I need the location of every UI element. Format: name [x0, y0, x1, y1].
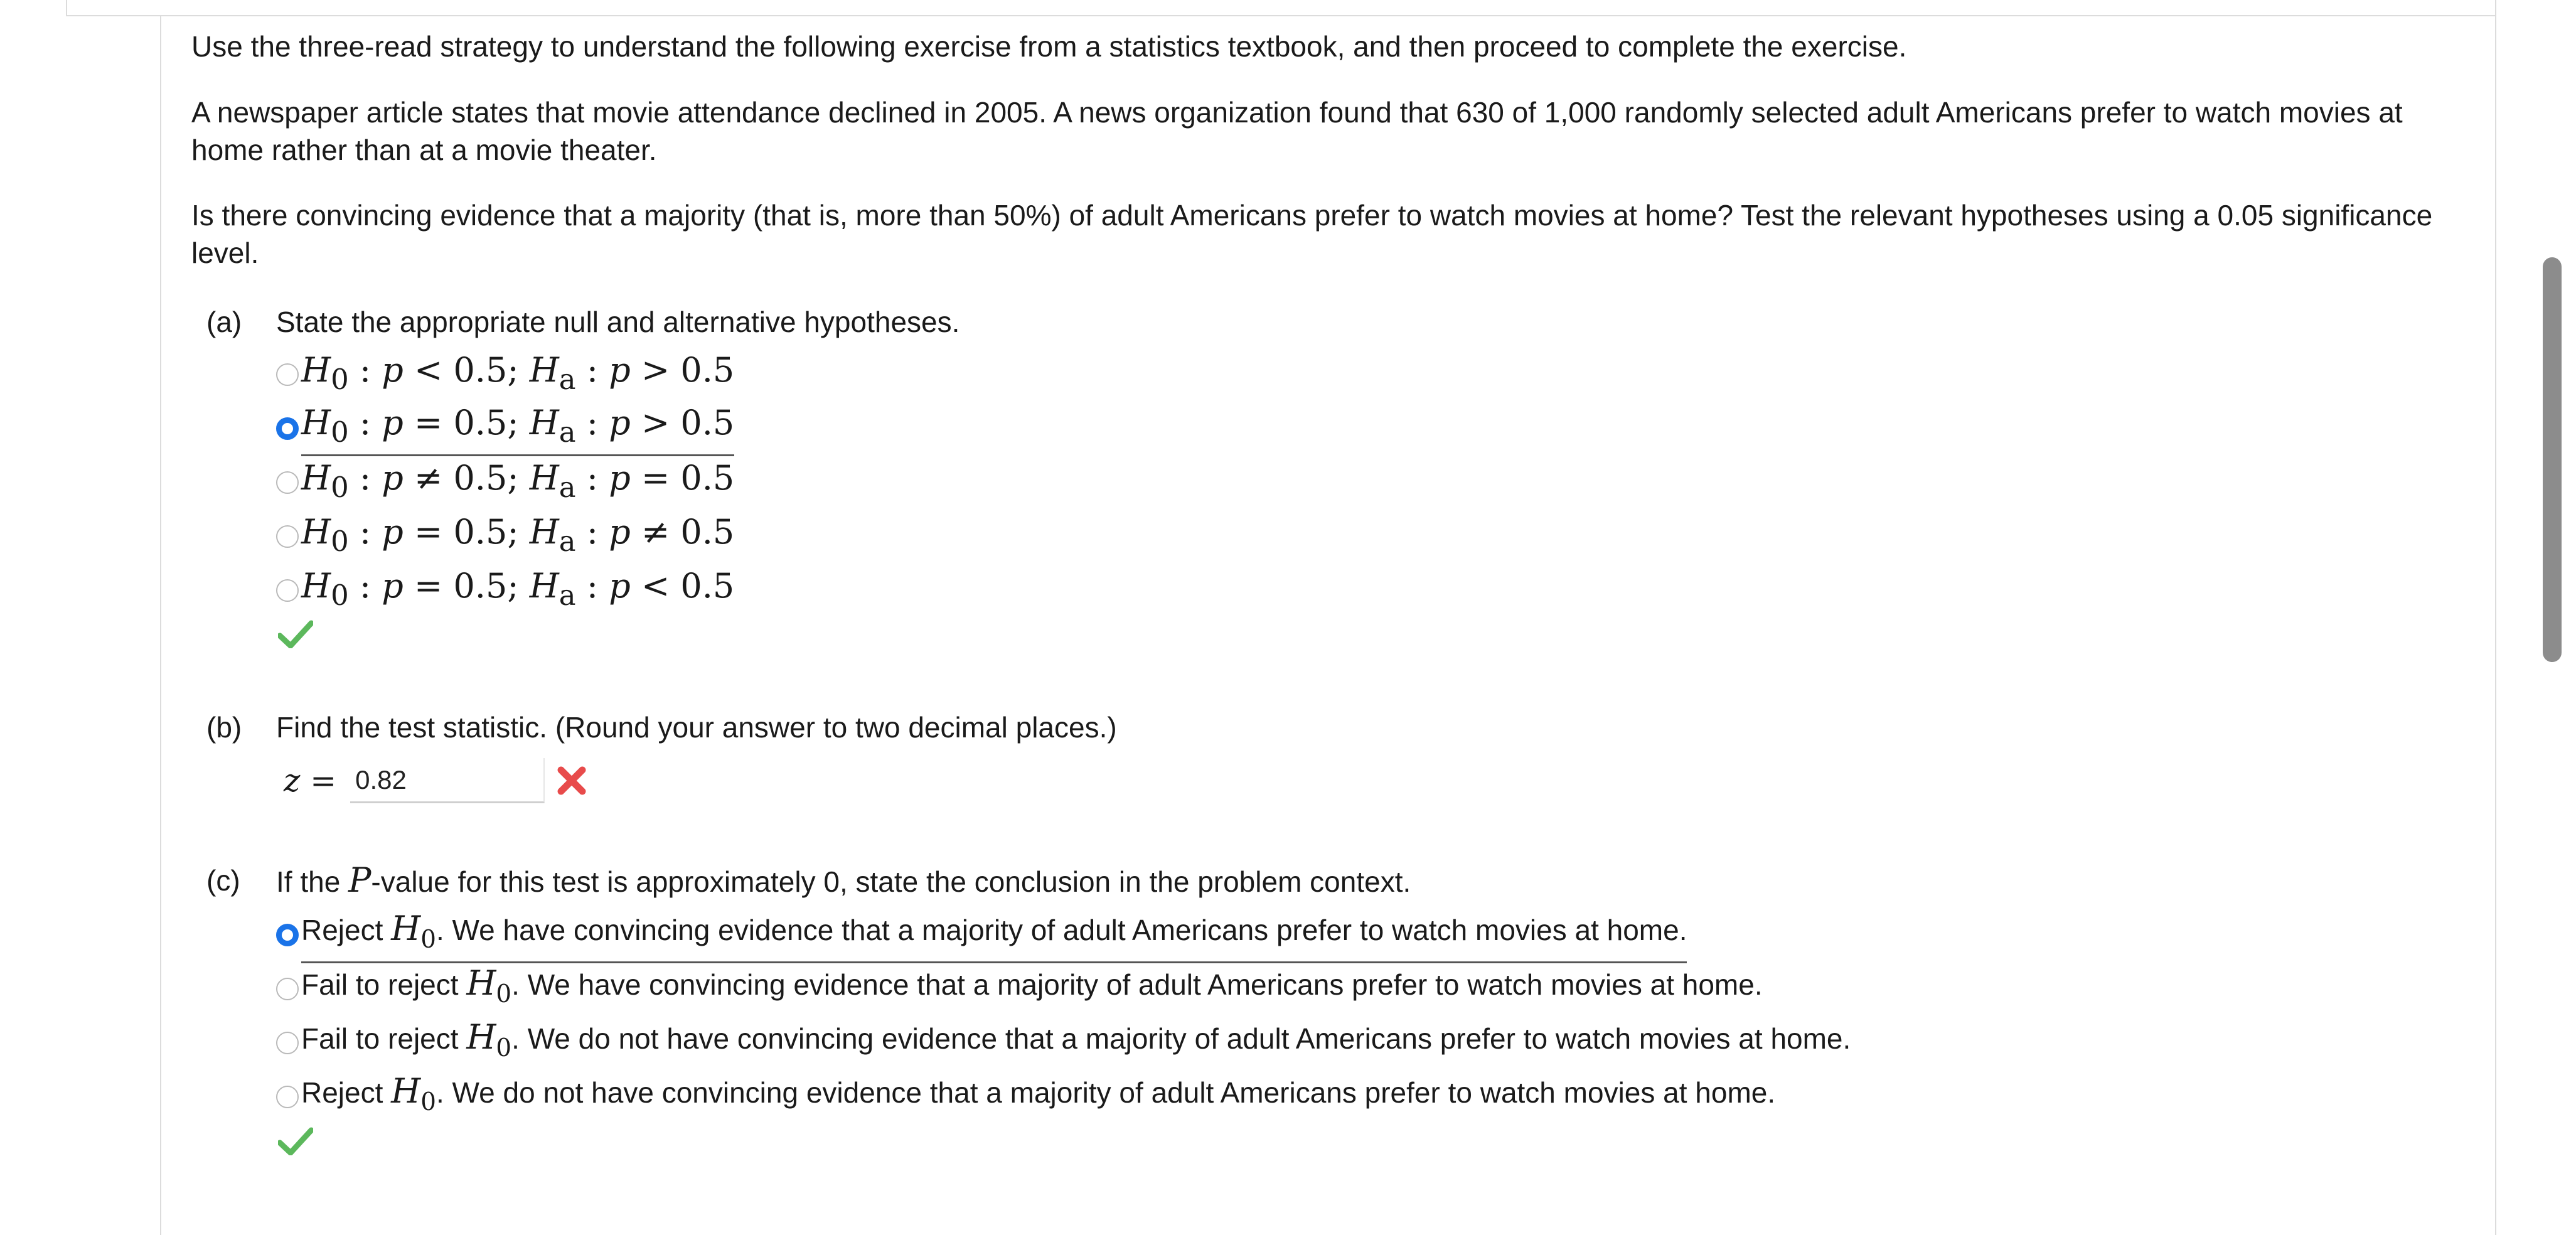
- param: p: [609, 350, 631, 390]
- ha-relation: >: [641, 403, 670, 443]
- h0-subscript: 0: [496, 980, 512, 1008]
- radio-button[interactable]: [276, 363, 299, 386]
- incorrect-x-icon: [556, 765, 587, 796]
- intro-text: Use the three-read strategy to understand the following exercise from a statistics textbook, and then proceed to complete the exercise.: [191, 30, 1907, 63]
- hypothesis-option-4[interactable]: [276, 511, 735, 559]
- h0-letter: H: [391, 908, 421, 948]
- colon: :: [359, 350, 371, 390]
- ha-value: 0.5: [680, 565, 735, 606]
- colon: :: [586, 350, 599, 390]
- conclusion-text: [301, 961, 1763, 1017]
- h0-relation: <: [414, 350, 443, 390]
- hypothesis-expression: [301, 456, 734, 510]
- problem-text: A newspaper article states that movie attendance declined in 2005. A news organization found that 630 of 1,000 randomly selected adult Americans prefer to watch movies at home rather than at a movie theater.: [191, 96, 2403, 166]
- conclusion-lead: Reject: [301, 913, 383, 946]
- ha-value: 0.5: [680, 457, 735, 498]
- colon: :: [359, 565, 371, 606]
- h0-letter: H: [301, 457, 331, 498]
- h0-letter: H: [301, 565, 331, 606]
- h0-subscript: 0: [331, 524, 349, 558]
- colon: :: [359, 457, 371, 498]
- part-a-prompt: State the appropriate null and alternative hypotheses.: [276, 306, 960, 338]
- ha-relation: >: [641, 350, 670, 390]
- radio-button[interactable]: [276, 417, 299, 440]
- h0-letter: H: [301, 511, 331, 552]
- radio-button[interactable]: [276, 1032, 299, 1054]
- conclusion-option-3[interactable]: [276, 1017, 1851, 1065]
- ha-subscript: a: [558, 362, 576, 396]
- top-frame-bar: [66, 0, 2496, 16]
- conclusion-rest: . We have convincing evidence that a majority of adult Americans prefer to watch movies at home.: [436, 913, 1687, 946]
- colon: :: [586, 565, 599, 606]
- part-b-label: (b): [206, 711, 242, 744]
- part-b-prompt: Find the test statistic. (Round your answer to two decimal places.): [276, 711, 1117, 744]
- h0-subscript: 0: [331, 362, 349, 396]
- radio-button[interactable]: [276, 525, 299, 548]
- colon: :: [359, 511, 371, 552]
- hypothesis-option-3[interactable]: [276, 457, 735, 505]
- param: p: [382, 457, 404, 498]
- conclusion-lead: Reject: [301, 1076, 383, 1109]
- ha-relation: ≠: [641, 511, 670, 552]
- conclusion-rest: . We do not have convincing evidence that a majority of adult Americans prefer to watch movies at home.: [511, 1022, 1851, 1056]
- ha-subscript: a: [558, 415, 576, 449]
- radio-button[interactable]: [276, 471, 299, 494]
- part-c-label: (c): [206, 864, 240, 897]
- param: p: [609, 457, 631, 498]
- ha-letter: H: [529, 350, 559, 390]
- ha-subscript: a: [558, 524, 576, 558]
- h0-subscript: 0: [420, 925, 436, 954]
- param: p: [382, 565, 404, 606]
- ha-relation: <: [641, 565, 670, 606]
- h0-relation: =: [414, 565, 443, 606]
- ha-relation: =: [641, 457, 670, 498]
- conclusion-lead: Fail to reject: [301, 1022, 459, 1056]
- param: p: [382, 403, 404, 443]
- colon: :: [586, 511, 599, 552]
- hypothesis-option-2[interactable]: [276, 403, 735, 451]
- param: p: [382, 350, 404, 390]
- ha-value: 0.5: [680, 511, 735, 552]
- z-label: z =: [284, 762, 337, 799]
- h0-letter: H: [391, 1071, 421, 1111]
- h0-letter: H: [301, 403, 331, 443]
- param: p: [609, 511, 631, 552]
- ha-value: 0.5: [680, 403, 735, 443]
- h0-subscript: 0: [496, 1034, 512, 1062]
- h0-value: 0.5;: [453, 457, 519, 498]
- hypothesis-expression: [301, 510, 734, 564]
- conclusion-lead: Fail to reject: [301, 968, 459, 1002]
- ha-letter: H: [529, 565, 559, 606]
- conclusion-option-4[interactable]: [276, 1071, 1776, 1119]
- h0-relation: =: [414, 403, 443, 443]
- ha-letter: H: [529, 457, 559, 498]
- conclusion-text: [301, 907, 1687, 964]
- question-text: Is there convincing evidence that a majority (that is, more than 50%) of adult Americans prefer to watch movies at home? Test the relevant hypotheses using a 0.05 significance level.: [191, 199, 2433, 269]
- h0-letter: H: [466, 963, 496, 1003]
- radio-button[interactable]: [276, 924, 299, 946]
- hypothesis-expression: [301, 348, 734, 402]
- part-a-label: (a): [206, 306, 242, 338]
- part-c-prompt-after: -value for this test is approximately 0, state the conclusion in the problem context.: [371, 865, 1411, 898]
- test-statistic-row: [276, 756, 587, 806]
- conclusion-text: [301, 1015, 1851, 1071]
- ha-letter: H: [529, 403, 559, 443]
- h0-value: 0.5;: [453, 565, 519, 606]
- param: p: [609, 403, 631, 443]
- h0-subscript: 0: [420, 1088, 436, 1116]
- scrollbar-thumb[interactable]: [2543, 257, 2562, 662]
- radio-button[interactable]: [276, 1086, 299, 1108]
- h0-letter: H: [301, 350, 331, 390]
- radio-button[interactable]: [276, 579, 299, 602]
- p-symbol: P: [348, 860, 371, 900]
- h0-subscript: 0: [331, 415, 349, 449]
- part-a-check-icon: [278, 619, 313, 648]
- h0-relation: =: [414, 511, 443, 552]
- conclusion-text: [301, 1069, 1775, 1125]
- param: p: [382, 511, 404, 552]
- colon: :: [586, 457, 599, 498]
- conclusion-option-1[interactable]: [276, 908, 1687, 957]
- hypothesis-option-5[interactable]: [276, 565, 735, 612]
- hypothesis-expression: [301, 564, 734, 618]
- part-c-prompt: [276, 862, 1411, 901]
- part-c-prompt-before: If the: [276, 865, 341, 898]
- h0-subscript: 0: [331, 470, 349, 504]
- hypothesis-expression: [301, 401, 734, 456]
- h0-letter: H: [466, 1017, 496, 1057]
- param: p: [609, 565, 631, 606]
- test-statistic-input[interactable]: [350, 758, 545, 803]
- h0-value: 0.5;: [453, 403, 519, 443]
- h0-relation: ≠: [414, 457, 443, 498]
- ha-value: 0.5: [680, 350, 735, 390]
- h0-value: 0.5;: [453, 350, 519, 390]
- colon: :: [586, 403, 599, 443]
- h0-value: 0.5;: [453, 511, 519, 552]
- ha-letter: H: [529, 511, 559, 552]
- ha-subscript: a: [558, 578, 576, 612]
- ha-subscript: a: [558, 470, 576, 504]
- colon: :: [359, 403, 371, 443]
- radio-button[interactable]: [276, 978, 299, 1000]
- conclusion-rest: . We do not have convincing evidence that a majority of adult Americans prefer to watch movies at home.: [436, 1076, 1776, 1109]
- hypothesis-option-1[interactable]: [276, 350, 735, 397]
- h0-subscript: 0: [331, 578, 349, 612]
- conclusion-option-2[interactable]: [276, 963, 1763, 1011]
- conclusion-rest: . We have convincing evidence that a majority of adult Americans prefer to watch movies at home.: [511, 968, 1763, 1002]
- part-c-check-icon: [278, 1126, 313, 1155]
